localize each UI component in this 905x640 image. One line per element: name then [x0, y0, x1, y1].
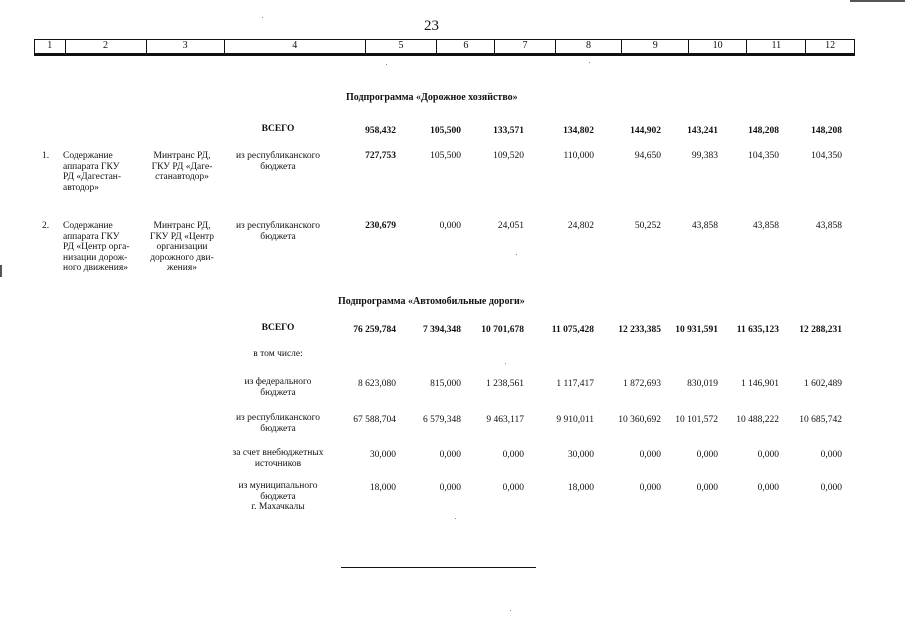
value-year-col-12: 43,858 — [815, 221, 842, 231]
funding-source-line: из республиканского — [235, 221, 321, 231]
column-number-header — [34, 39, 855, 56]
scan-speck — [455, 518, 456, 519]
value-year-col-12: 104,350 — [811, 151, 842, 161]
measure-name-line: аппарата ГКУ — [63, 161, 120, 172]
value-year-col-7: 9 463,117 — [486, 415, 524, 425]
funding-source-line: г. Махачкалы — [251, 502, 305, 512]
funding-source-line: источников — [254, 458, 302, 469]
total-label: ВСЕГО — [261, 323, 295, 333]
column-number-2: 2 — [66, 40, 147, 53]
executor-line: ГКУ РД «Центр — [149, 231, 215, 242]
value-year-col-8: 134,802 — [563, 126, 594, 136]
measure-name-line: низации дорож- — [63, 252, 128, 263]
value-year-col-9: 10 360,692 — [618, 415, 661, 425]
value-year-col-9: 0,000 — [639, 450, 661, 460]
value-year-col-8: 30,000 — [567, 450, 594, 460]
value-year-col-5: 8 623,080 — [358, 379, 396, 389]
column-number-12: 12 — [825, 40, 836, 51]
funding-source-line: бюджета — [260, 161, 296, 172]
measure-name-line: автодор» — [63, 182, 100, 193]
executor-line: ГКУ РД «Даге- — [151, 161, 213, 172]
column-number-5: 5 — [366, 40, 438, 53]
value-year-col-11: 104,350 — [748, 151, 779, 161]
value-year-col-6: 7 394,348 — [423, 325, 461, 335]
executor-line: Минтранс РД, — [153, 221, 211, 231]
value-year-col-8: 110,000 — [563, 151, 594, 161]
funding-source-line: за счет внебюджетных — [232, 448, 324, 458]
value-year-col-6: 6 579,348 — [423, 415, 461, 425]
value-year-col-7: 24,051 — [497, 221, 524, 231]
value-year-col-8: 1 117,417 — [556, 379, 594, 389]
executor-line: станавтодор» — [155, 172, 209, 182]
value-year-col-12: 1 602,489 — [804, 379, 842, 389]
value-year-col-10: 143,241 — [687, 126, 718, 136]
value-year-col-11: 11 635,123 — [736, 325, 779, 335]
value-year-col-5: 67 588,704 — [353, 415, 396, 425]
scan-edge-mark — [850, 0, 905, 2]
section-title-automobile-roads: Подпрограмма «Автомобильные дороги» — [338, 296, 525, 307]
value-year-col-11: 0,000 — [757, 450, 779, 460]
value-year-col-9: 0,000 — [639, 483, 661, 493]
measure-name-line: ного движения» — [63, 263, 128, 273]
funding-source-line: из республиканского — [235, 413, 321, 423]
value-year-col-10: 10 931,591 — [675, 325, 718, 335]
scan-speck — [516, 254, 517, 255]
value-year-col-12: 0,000 — [820, 450, 842, 460]
page-number: 23 — [424, 18, 439, 34]
measure-name-line: Содержание — [63, 151, 113, 161]
value-year-col-6: 0,000 — [439, 221, 461, 231]
column-number-7: 7 — [495, 40, 555, 53]
measure-name-line: РД «Центр орга- — [63, 242, 130, 252]
column-number-11: 11 — [747, 40, 806, 53]
value-year-col-5: 30,000 — [369, 450, 396, 460]
value-year-col-8: 18,000 — [567, 483, 594, 493]
including-label: в том числе: — [253, 349, 303, 359]
value-year-col-6: 0,000 — [439, 483, 461, 493]
value-year-col-6: 815,000 — [430, 379, 461, 389]
value-year-col-6: 105,500 — [430, 151, 461, 161]
end-rule — [341, 567, 536, 568]
column-number-9: 9 — [622, 40, 689, 53]
measure-name-line: РД «Дагестан- — [63, 172, 122, 182]
value-year-col-7: 10 701,678 — [481, 325, 524, 335]
column-number-6: 6 — [437, 40, 495, 53]
column-number-10: 10 — [689, 40, 747, 53]
value-year-col-10: 43,858 — [691, 221, 718, 231]
column-number-1: 1 — [35, 40, 66, 53]
value-year-col-10: 99,383 — [691, 151, 718, 161]
value-year-col-5: 230,679 — [365, 221, 396, 231]
value-year-col-9: 144,902 — [630, 126, 661, 136]
value-year-col-8: 24,802 — [567, 221, 594, 231]
value-year-col-10: 0,000 — [696, 483, 718, 493]
value-year-col-9: 12 233,385 — [618, 325, 661, 335]
column-number-4: 4 — [225, 40, 366, 53]
total-label: ВСЕГО — [261, 124, 295, 134]
value-year-col-6: 105,500 — [430, 126, 461, 136]
value-year-col-10: 830,019 — [687, 379, 718, 389]
value-year-col-5: 958,432 — [365, 126, 396, 136]
value-year-col-7: 109,520 — [493, 151, 524, 161]
value-year-col-12: 0,000 — [820, 483, 842, 493]
value-year-col-12: 148,208 — [811, 126, 842, 136]
scan-speck — [386, 64, 387, 65]
funding-source-line: бюджета — [260, 423, 296, 434]
value-year-col-7: 1 238,561 — [486, 379, 524, 389]
value-year-col-8: 9 910,011 — [556, 415, 594, 425]
measure-name-line: аппарата ГКУ — [63, 231, 120, 242]
scan-speck — [589, 62, 590, 63]
scan-speck — [510, 610, 511, 611]
value-year-col-10: 0,000 — [696, 450, 718, 460]
value-year-col-11: 10 488,222 — [736, 415, 779, 425]
value-year-col-7: 0,000 — [502, 450, 524, 460]
value-year-col-5: 18,000 — [369, 483, 396, 493]
value-year-col-6: 0,000 — [439, 450, 461, 460]
section-title-road-economy: Подпрограмма «Дорожное хозяйство» — [346, 92, 518, 103]
funding-source-line: из республиканского — [235, 151, 321, 161]
executor-line: Минтранс РД, — [153, 151, 211, 161]
value-year-col-7: 0,000 — [502, 483, 524, 493]
executor-line: организации — [156, 242, 208, 252]
value-year-col-11: 1 146,901 — [741, 379, 779, 389]
measure-name-line: Содержание — [63, 221, 113, 231]
funding-source-line: из муниципального — [238, 481, 318, 491]
row-number: 2. — [42, 221, 50, 231]
value-year-col-5: 727,753 — [365, 151, 396, 161]
value-year-col-8: 11 075,428 — [551, 325, 594, 335]
value-year-col-5: 76 259,784 — [353, 325, 396, 335]
funding-source-line: бюджета — [260, 387, 296, 398]
scan-edge-mark — [0, 265, 2, 277]
value-year-col-10: 10 101,572 — [675, 415, 718, 425]
scan-speck — [262, 17, 263, 18]
funding-source-line: из федерального — [244, 377, 312, 387]
column-number-8: 8 — [556, 40, 623, 53]
funding-source-line: бюджета — [260, 491, 296, 502]
value-year-col-11: 148,208 — [748, 126, 779, 136]
column-number-3: 3 — [147, 40, 225, 53]
value-year-col-7: 133,571 — [493, 126, 524, 136]
scan-speck — [505, 363, 506, 364]
value-year-col-11: 0,000 — [757, 483, 779, 493]
value-year-col-9: 50,252 — [634, 221, 661, 231]
executor-line: жения» — [167, 263, 197, 273]
value-year-col-12: 10 685,742 — [799, 415, 842, 425]
value-year-col-9: 94,650 — [634, 151, 661, 161]
value-year-col-11: 43,858 — [752, 221, 779, 231]
funding-source-line: бюджета — [260, 231, 296, 242]
value-year-col-12: 12 288,231 — [799, 325, 842, 335]
value-year-col-9: 1 872,693 — [623, 379, 661, 389]
executor-line: дорожного дви- — [150, 252, 214, 263]
row-number: 1. — [42, 151, 50, 161]
